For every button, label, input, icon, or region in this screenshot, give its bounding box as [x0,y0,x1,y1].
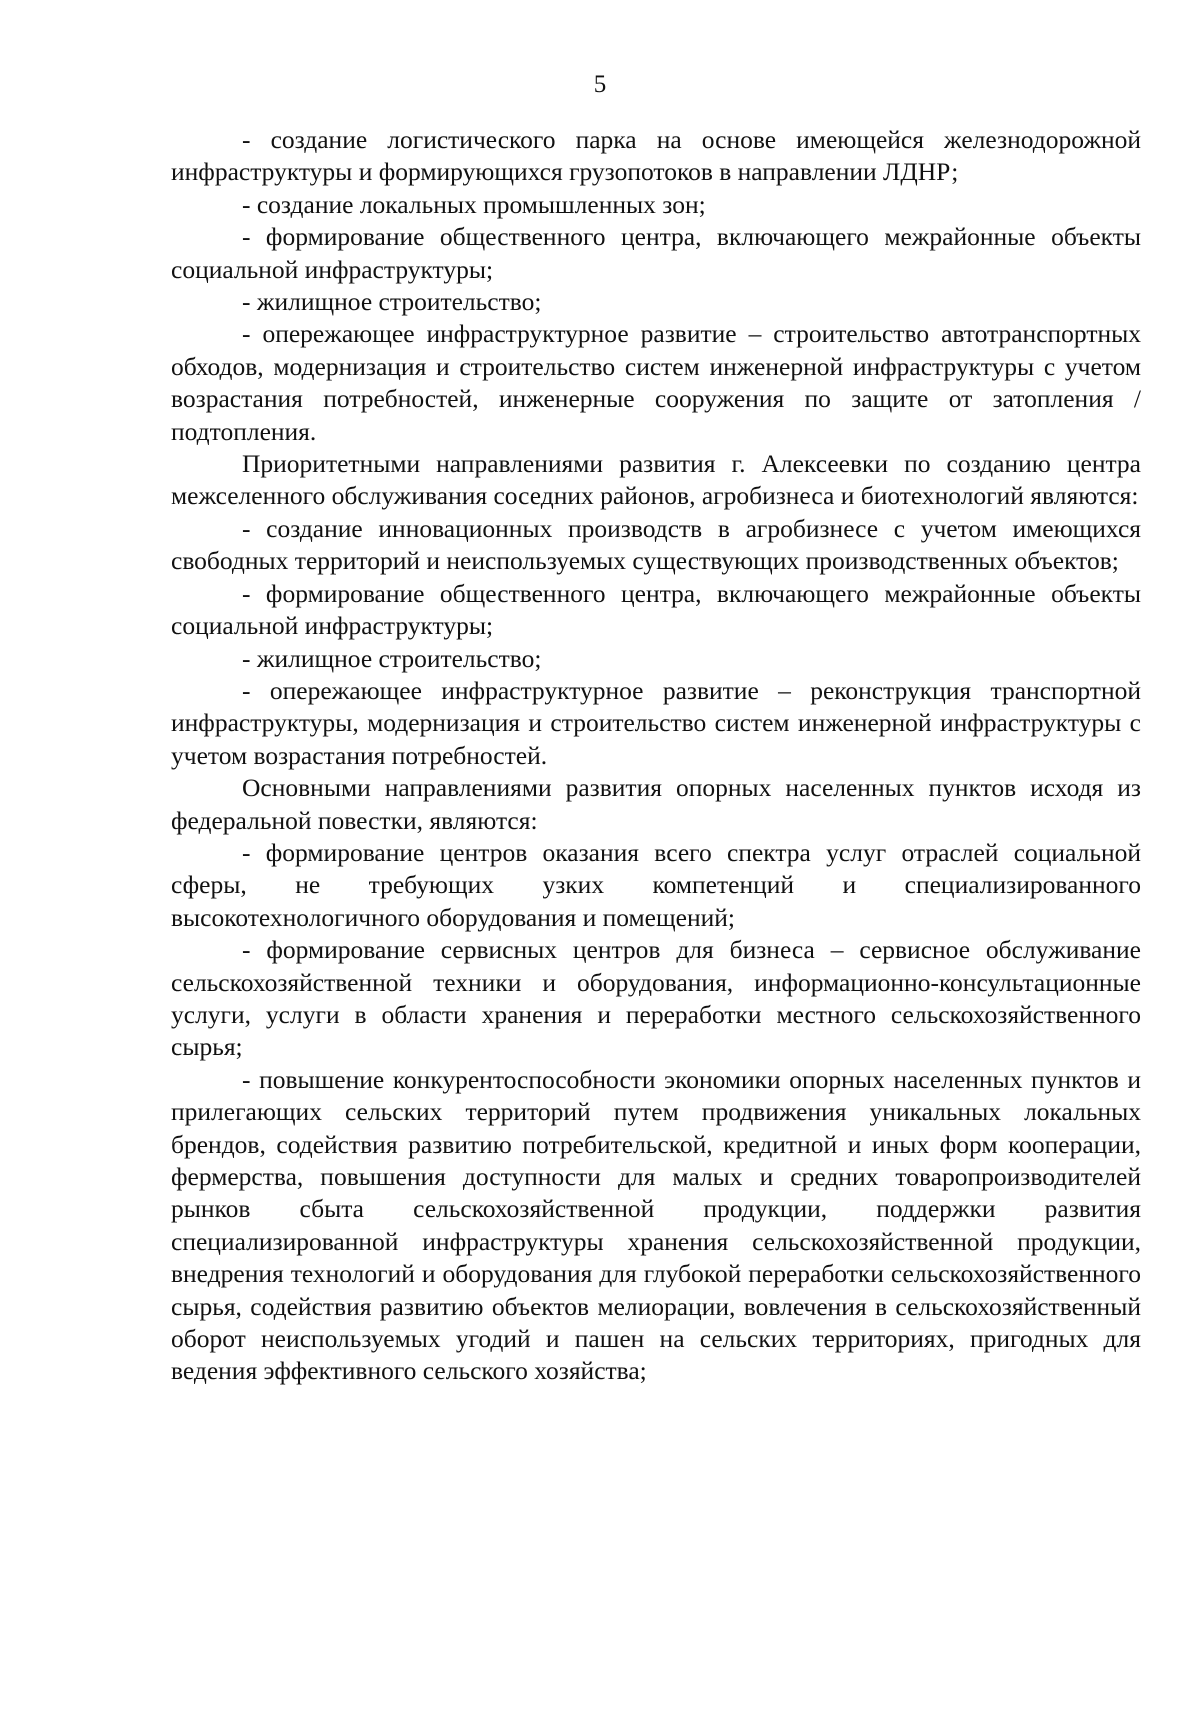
document-body [171,124,1141,1388]
page-number: 5 [593,71,607,98]
paragraph-support-settlements: Основными направлениями развития опорных населенных пунктов исходя из федеральной повестки, являются: [171,773,1141,835]
paragraph-social-service-centers: - формирование центров оказания всего спектра услуг отраслей социальной сферы, не требующих узких компетенций и специализированного высокотехнологичного оборудования и помещений; [171,837,1141,932]
paragraph-industrial-zones: - создание локальных промышленных зон; [242,189,706,219]
paragraph-housing-2: - жилищное строительство; [242,643,542,673]
paragraph-competitiveness: - повышение конкурентоспособности экономики опорных населенных пунктов и прилегающих сельских территорий путем продвижения уникальных локальных брендов, содействия развитию потребительской, кредитной и иных форм кооперации, фермерства, повышения доступности для малых и средних товаропроизводителей рынков сбыта сельскохозяйственной продукции, поддержки развития специализированной инфраструктуры хранения сельскохозяйственной продукции, внедрения технологий и оборудования для глубокой переработки сельскохозяйственного сырья, содействия развитию объектов мелиорации, вовлечения в сельскохозяйственный оборот неиспользуемых угодий и пашен на сельских территориях, пригодных для ведения эффективного сельского хозяйства; [171,1064,1141,1386]
paragraph-public-center: - формирование общественного центра, включающего межрайонные объекты социальной инфраструктуры; [171,222,1141,284]
paragraph-transport-reconstruction: - опережающее инфраструктурное развитие – реконструкция транспортной инфраструктуры, модернизация и строительство систем инженерной инфраструктуры с учетом возрастания потребностей. [171,675,1141,770]
paragraph-alekseevka-priorities: Приоритетными направлениями развития г. Алексеевки по созданию центра межселенного обслуживания соседних районов, агробизнеса и биотехнологий являются: [171,449,1141,511]
paragraph-public-center-2: - формирование общественного центра, включающего межрайонные объекты социальной инфраструктуры; [171,578,1141,641]
paragraph-logistics-park: - создание логистического парка на основе имеющейся железнодорожной инфраструктуры и формирующихся грузопотоков в направлении ЛДНР; [171,125,1141,187]
paragraph-infrastructure-development: - опережающее инфраструктурное развитие – строительство автотранспортных обходов, модернизация и строительство систем инженерной инфраструктуры с учетом возрастания потребностей, инженерные сооружения по защите от затопления / подтопления. [171,319,1141,446]
paragraph-housing: - жилищное строительство; [242,287,542,317]
paragraph-innovative-production: - создание инновационных производств в агробизнесе с учетом имеющихся свободных территорий и неиспользуемых существующих производственных объектов; [171,513,1141,576]
paragraph-business-service-centers: - формирование сервисных центров для бизнеса – сервисное обслуживание сельскохозяйственной техники и оборудования, информационно-консультационные услуги, услуги в области хранения и переработки местного сельскохозяйственного сырья; [171,935,1141,1062]
